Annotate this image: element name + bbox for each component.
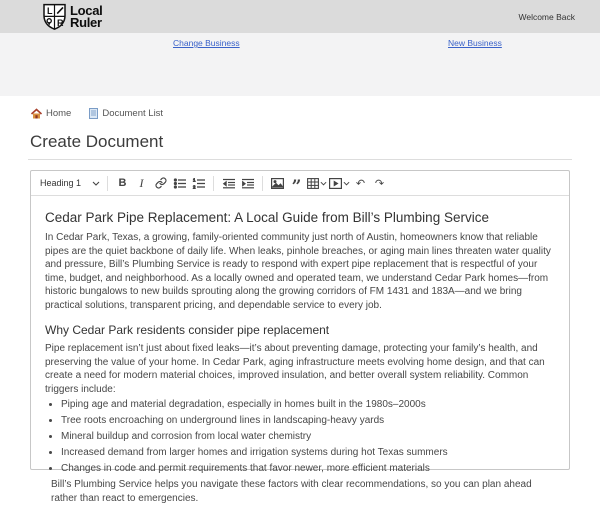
header-bar [0,0,600,33]
subheader-band [0,33,600,96]
list-item: • Changes in code and permit requirements that favor newer, more efficient materials [61,462,555,476]
block-quote-button[interactable]: ” [291,176,302,197]
chevron-down-icon [343,181,350,186]
undo-button[interactable]: ↶ [355,176,366,190]
home-icon [31,109,42,119]
table-icon [307,178,319,189]
new-business-link[interactable]: New Business [448,38,502,48]
logo-shield-icon [42,3,67,31]
italic-button[interactable]: I [139,175,144,190]
numbered-list-icon [193,178,205,189]
link-icon [155,177,167,189]
outdent-button[interactable] [220,174,237,193]
doc-heading-1: Cedar Park Pipe Replacement: A Local Guide from Bill’s Plumbing Service [45,210,489,225]
indent-button[interactable] [239,174,256,193]
page-title: Create Document [30,132,164,151]
image-icon [271,178,284,189]
bulleted-list-button[interactable] [171,174,188,193]
svg-text:R: R [57,18,64,28]
title-divider [28,159,572,160]
breadcrumb-home-label: Home [46,108,72,119]
insert-image-button[interactable] [269,174,286,193]
toolbar-separator [107,176,108,191]
doc-paragraph-3: Bill’s Plumbing Service helps you navigate these factors with clear recommendations, so you can plan ahead rather than react to emergencies. [51,479,532,504]
editor-content-area[interactable] [31,196,569,517]
doc-paragraph-1: In Cedar Park, Texas, a growing, family-oriented community just north of Austin, homeowners know that reliable pipes are the quiet backbone of daily life. When leaks, pinhole breaches, or aging main lines threaten water quality and pressure, Bill’s Plumbing Service is ready to respond with expert pipe replacement that is respectful of your time, budget, and neighborhood. As a locally owned and operated team, we understand Cedar Park homes—from historic bungalows to new builds sprouting along the growing corridors of FM 1431 and 183A—and we bring practical solutions, transparent pricing, and dependable service to every job. [45,232,551,311]
link-button[interactable] [152,174,169,193]
doc-heading-2: Why Cedar Park residents consider pipe replacement [45,323,330,337]
rich-text-editor [30,170,570,504]
logo[interactable] [42,2,102,31]
heading-dropdown[interactable] [38,174,102,193]
chevron-down-icon [92,181,100,186]
svg-text:L: L [47,6,53,16]
logo-line2: Ruler [70,14,102,30]
logo-line1: Local [70,3,103,18]
media-icon [329,178,342,189]
outdent-icon [223,178,235,189]
welcome-text: Welcome Back [518,11,575,22]
doc-paragraph-2: Pipe replacement isn’t just about fixed leaks—it’s about preventing damage, protecting your family’s health, and preserving the value of your home. In Cedar Park, aging infrastructure meets evolving home design, and that can create a need for modern material choices, improved insulation, and better overall system reliability. Common triggers include: [45,343,545,395]
insert-media-button[interactable] [329,174,350,193]
toolbar-separator [262,176,263,191]
breadcrumb-home[interactable] [31,108,71,119]
svg-text:2: 2 [192,184,195,190]
doc-bullet-list [45,398,555,476]
indent-icon [242,178,254,189]
breadcrumb [31,108,600,119]
bulleted-list-icon [174,178,186,189]
list-item: • Increased demand from larger homes and irrigation systems during hot Texas summers [61,446,555,460]
bold-button[interactable]: B [118,177,127,189]
change-business-link[interactable]: Change Business [173,38,240,48]
toolbar-separator [213,176,214,191]
redo-button[interactable]: ↷ [374,176,385,190]
numbered-list-button[interactable] [190,174,207,193]
document-icon [89,108,98,119]
list-item: • Tree roots encroaching on underground lines in landscaping-heavy yards [61,414,555,428]
list-item: • Mineral buildup and corrosion from local water chemistry [61,430,555,444]
svg-text:1: 1 [192,177,195,183]
breadcrumb-document-list[interactable] [89,108,163,119]
breadcrumb-document-list-label: Document List [102,108,164,119]
list-item: • Piping age and material degradation, especially in homes built in the 1980s–2000s [61,398,555,412]
chevron-down-icon [320,181,327,186]
insert-table-button[interactable] [307,174,327,193]
editor-toolbar [31,171,569,196]
heading-dropdown-label: Heading 1 [40,178,82,188]
logo-text [70,5,102,28]
